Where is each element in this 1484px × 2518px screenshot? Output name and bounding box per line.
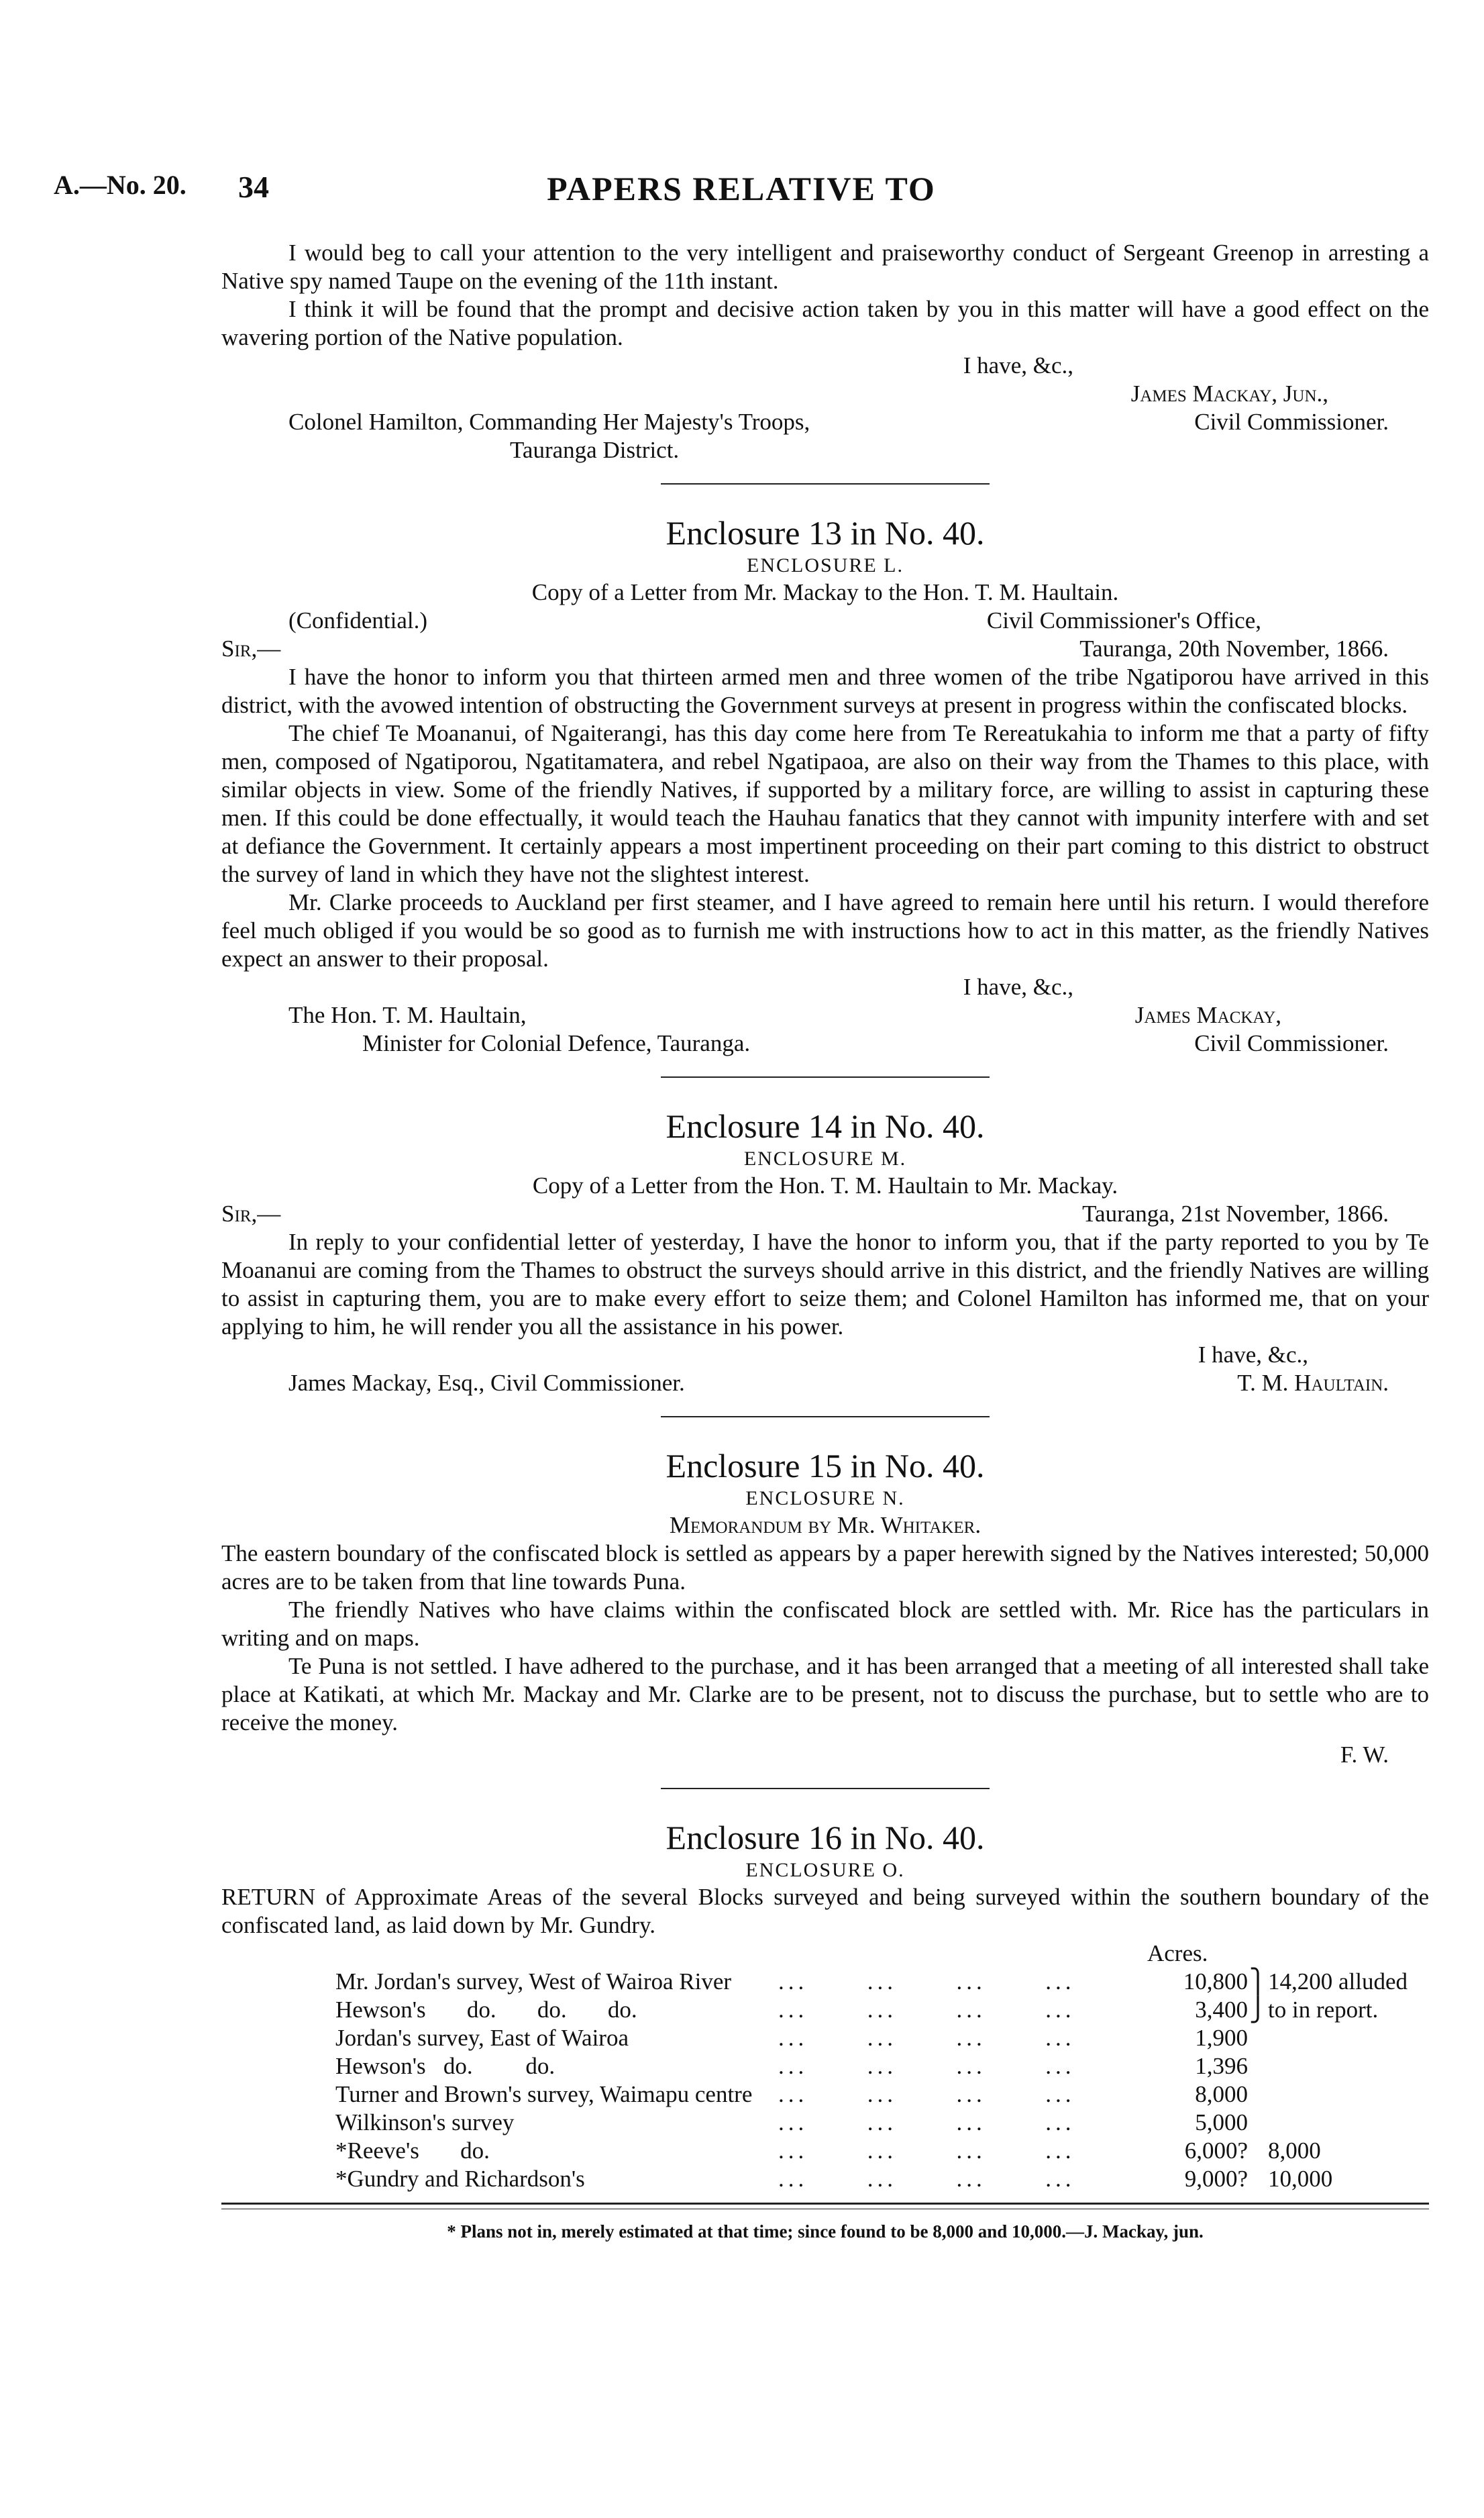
page-number: 34 bbox=[238, 170, 269, 204]
intro-addressee: Colonel Hamilton, Commanding Her Majesty's Troops, bbox=[288, 409, 810, 435]
intro-signature: James Mackay, Jun., bbox=[1130, 381, 1328, 407]
letter-note: (Confidential.) bbox=[288, 607, 428, 634]
brace-mark: ⎭ bbox=[1249, 1997, 1267, 2023]
revised-acres bbox=[1268, 2109, 1408, 2137]
revised-acres bbox=[1268, 2052, 1408, 2080]
letter-date: Tauranga, 21st November, 1866. bbox=[1082, 1201, 1389, 1227]
enclosure-label: ENCLOSURE L. bbox=[747, 554, 904, 576]
memo-paragraph: The friendly Natives who have claims within the confiscated block are settled with. Mr. Rice has the particulars in writing and on maps. bbox=[221, 1597, 1429, 1651]
enclosure-13 bbox=[221, 513, 1429, 1058]
intro-paragraph-1: I would beg to call your attention to the very intelligent and praiseworthy conduct of Sergeant Greenop in arresting a Native spy named Taupe on the evening of the 11th instant. bbox=[221, 240, 1429, 294]
memo-heading: Memorandum by Mr. Whitaker. bbox=[669, 1512, 982, 1538]
enclosure-title: Enclosure 16 in No. 40. bbox=[666, 1819, 985, 1856]
acres-value: 9,000? bbox=[1184, 2166, 1248, 2192]
letter-office: Civil Commissioner's Office, bbox=[986, 607, 1261, 634]
acres-header: Acres. bbox=[1147, 1940, 1208, 1966]
survey-name: Mr. Jordan's survey, West of Wairoa River bbox=[335, 1968, 732, 1995]
intro-signer-title: Civil Commissioner. bbox=[1194, 409, 1389, 435]
intro-addressee-line-2: Tauranga District. bbox=[510, 437, 680, 463]
enclosure-title: Enclosure 13 in No. 40. bbox=[666, 514, 985, 552]
revised-acres: 10,000 bbox=[1268, 2166, 1333, 2192]
brace-mark bbox=[1248, 2052, 1268, 2080]
leader-dots: ... ... ... ... bbox=[778, 2025, 1075, 2051]
leader-dots: ... ... ... ... bbox=[778, 2053, 1075, 2079]
enclosure-label: ENCLOSURE N. bbox=[745, 1487, 905, 1509]
letter-signer-title: Civil Commissioner. bbox=[1194, 1030, 1389, 1056]
survey-name: *Reeve's do. bbox=[335, 2137, 490, 2164]
table-row bbox=[335, 2052, 1408, 2080]
brace-mark bbox=[1248, 2109, 1268, 2137]
table-row bbox=[335, 2109, 1408, 2137]
brace-mark bbox=[1248, 2024, 1268, 2052]
brace-mark bbox=[1248, 2137, 1268, 2165]
memo-paragraph: Te Puna is not settled. I have adhered to the purchase, and it has been arranged that a meeting of all interested shall take place at Katikati, at which Mr. Mackay and Mr. Clarke are to be present, not to discuss the purchase, but to settle who are to receive the money. bbox=[221, 1653, 1429, 1735]
revised-acres: 14,200 alluded bbox=[1268, 1968, 1408, 1995]
acres-value: 3,400 bbox=[1195, 1997, 1248, 2023]
letter-closing: I have, &c., bbox=[1198, 1342, 1308, 1368]
acres-value: 8,000 bbox=[1195, 2081, 1248, 2107]
letter-salutation: Sir,— bbox=[221, 636, 281, 662]
letter-addressee: The Hon. T. M. Haultain, bbox=[288, 1002, 527, 1028]
letter-paragraph: The chief Te Moananui, of Ngaiterangi, has this day come here from Te Rereatukahia to inform me that a party of fifty men, composed of Ngatiporou, Ngatitamatera, and rebel Ngatipaoa, are also on their way from the Thames to this place, with similar objects in view. Some of the friendly Natives, if supported by a military force, are willing to assist in capturing these men. If this could be done effectually, it would teach the Hauhau fanatics that they cannot with impunity interfere with and set at defiance the Government. It certainly appears a most impertinent proceeding on their part coming to this district to obstruct the survey of land in which they have not the slightest interest. bbox=[221, 720, 1429, 887]
survey-name: Turner and Brown's survey, Waimapu centre bbox=[335, 2081, 753, 2107]
table-row bbox=[335, 2080, 1408, 2109]
letter-addressee-line-2: Minister for Colonial Defence, Tauranga. bbox=[362, 1030, 751, 1056]
table-header-row bbox=[335, 1940, 1408, 1968]
running-title: PAPERS RELATIVE TO bbox=[547, 170, 936, 207]
footnote: * Plans not in, merely estimated at that time; since found to be 8,000 and 10,000.—J. Mackay, jun. bbox=[447, 2221, 1204, 2242]
letter-paragraph: Mr. Clarke proceeds to Auckland per first steamer, and I have agreed to remain here until his return. I would therefore feel much obliged if you would be so good as to furnish me with instructions how to act in this matter, as the friendly Natives expect an answer to their proposal. bbox=[221, 889, 1429, 972]
letter-signature: T. M. Haultain. bbox=[1237, 1370, 1389, 1396]
survey-name: Hewson's do. do. bbox=[335, 2053, 555, 2079]
acres-value: 1,900 bbox=[1195, 2025, 1248, 2051]
brace-mark bbox=[1248, 2165, 1268, 2193]
survey-name: Jordan's survey, East of Wairoa bbox=[335, 2025, 629, 2051]
letter-closing: I have, &c., bbox=[963, 974, 1073, 1000]
footnote-rule bbox=[221, 2203, 1429, 2205]
table-row bbox=[335, 2137, 1408, 2165]
leader-dots: ... ... ... ... bbox=[778, 1968, 1075, 1995]
enclosure-label: ENCLOSURE M. bbox=[743, 1148, 907, 1170]
table-row bbox=[335, 2024, 1408, 2052]
enclosure-title: Enclosure 14 in No. 40. bbox=[666, 1107, 985, 1145]
leader-dots: ... ... ... ... bbox=[778, 2166, 1075, 2192]
memo-paragraph: The eastern boundary of the confiscated block is settled as appears by a paper herewith signed by the Natives interested; 50,000 acres are to be taken from that line towards Puna. bbox=[221, 1540, 1429, 1595]
brace-mark: ⎫ bbox=[1249, 1968, 1267, 1995]
revised-acres bbox=[1268, 2024, 1408, 2052]
survey-name: Hewson's do. do. do. bbox=[335, 1997, 637, 2023]
letter-paragraph: In reply to your confidential letter of yesterday, I have the honor to inform you, that if the party reported to you by Te Moananui are coming from the Thames to obstruct the surveys should arrive in this district, and the friendly Natives are willing to assist in capturing them, you are to make every effort to seize them; and Colonel Hamilton has informed me, that on your applying to him, he will render you all the assistance in his power. bbox=[221, 1229, 1429, 1340]
document-body bbox=[221, 239, 1429, 2246]
table-row bbox=[335, 1968, 1408, 1996]
brace-mark bbox=[1248, 2080, 1268, 2109]
enclosure-15 bbox=[221, 1446, 1429, 1769]
acres-value: 6,000? bbox=[1184, 2137, 1248, 2164]
acres-value: 1,396 bbox=[1195, 2053, 1248, 2079]
series-reference: A.—No. 20. bbox=[54, 170, 187, 200]
enclosure-16 bbox=[221, 1817, 1429, 2246]
return-heading: RETURN of Approximate Areas of the several Blocks surveyed and being surveyed within the southern boundary of the confiscated land, as laid down by Mr. Gundry. bbox=[221, 1884, 1429, 1938]
enclosure-14 bbox=[221, 1106, 1429, 1397]
letter-date: Tauranga, 20th November, 1866. bbox=[1079, 636, 1389, 662]
page-header bbox=[54, 169, 1429, 209]
memo-signature: F. W. bbox=[1340, 1742, 1389, 1768]
returns-table bbox=[335, 1940, 1408, 2193]
leader-dots: ... ... ... ... bbox=[778, 2137, 1075, 2164]
intro-closing: I have, &c., bbox=[963, 352, 1073, 379]
leader-dots: ... ... ... ... bbox=[778, 1997, 1075, 2023]
letter-salutation: Sir,— bbox=[221, 1201, 281, 1227]
leader-dots: ... ... ... ... bbox=[778, 2081, 1075, 2107]
enclosure-title: Enclosure 15 in No. 40. bbox=[666, 1447, 985, 1484]
revised-acres: 8,000 bbox=[1268, 2137, 1321, 2164]
revised-acres bbox=[1268, 2080, 1408, 2109]
table-row bbox=[335, 2165, 1408, 2193]
letter-paragraph: I have the honor to inform you that thirteen armed men and three women of the tribe Ngatiporou have arrived in this district, with the avowed intention of obstructing the Government surveys at present in progress within the confiscated blocks. bbox=[221, 664, 1429, 718]
letter-addressee: James Mackay, Esq., Civil Commissioner. bbox=[288, 1370, 685, 1396]
acres-value: 10,800 bbox=[1183, 1968, 1248, 1995]
leader-dots: ... ... ... ... bbox=[778, 2109, 1075, 2135]
letter-signature: James Mackay, bbox=[1134, 1002, 1281, 1028]
survey-name: *Gundry and Richardson's bbox=[335, 2166, 585, 2192]
enclosure-label: ENCLOSURE O. bbox=[745, 1859, 905, 1881]
letter-heading: Copy of a Letter from the Hon. T. M. Haultain to Mr. Mackay. bbox=[532, 1172, 1118, 1199]
survey-name: Wilkinson's survey bbox=[335, 2109, 515, 2135]
letter-heading: Copy of a Letter from Mr. Mackay to the Hon. T. M. Haultain. bbox=[531, 579, 1119, 605]
intro-paragraph-2: I think it will be found that the prompt and decisive action taken by you in this matter will have a good effect on the wavering portion of the Native population. bbox=[221, 296, 1429, 350]
table-row bbox=[335, 1996, 1408, 2024]
revised-acres: to in report. bbox=[1268, 1997, 1379, 2023]
acres-value: 5,000 bbox=[1195, 2109, 1248, 2135]
